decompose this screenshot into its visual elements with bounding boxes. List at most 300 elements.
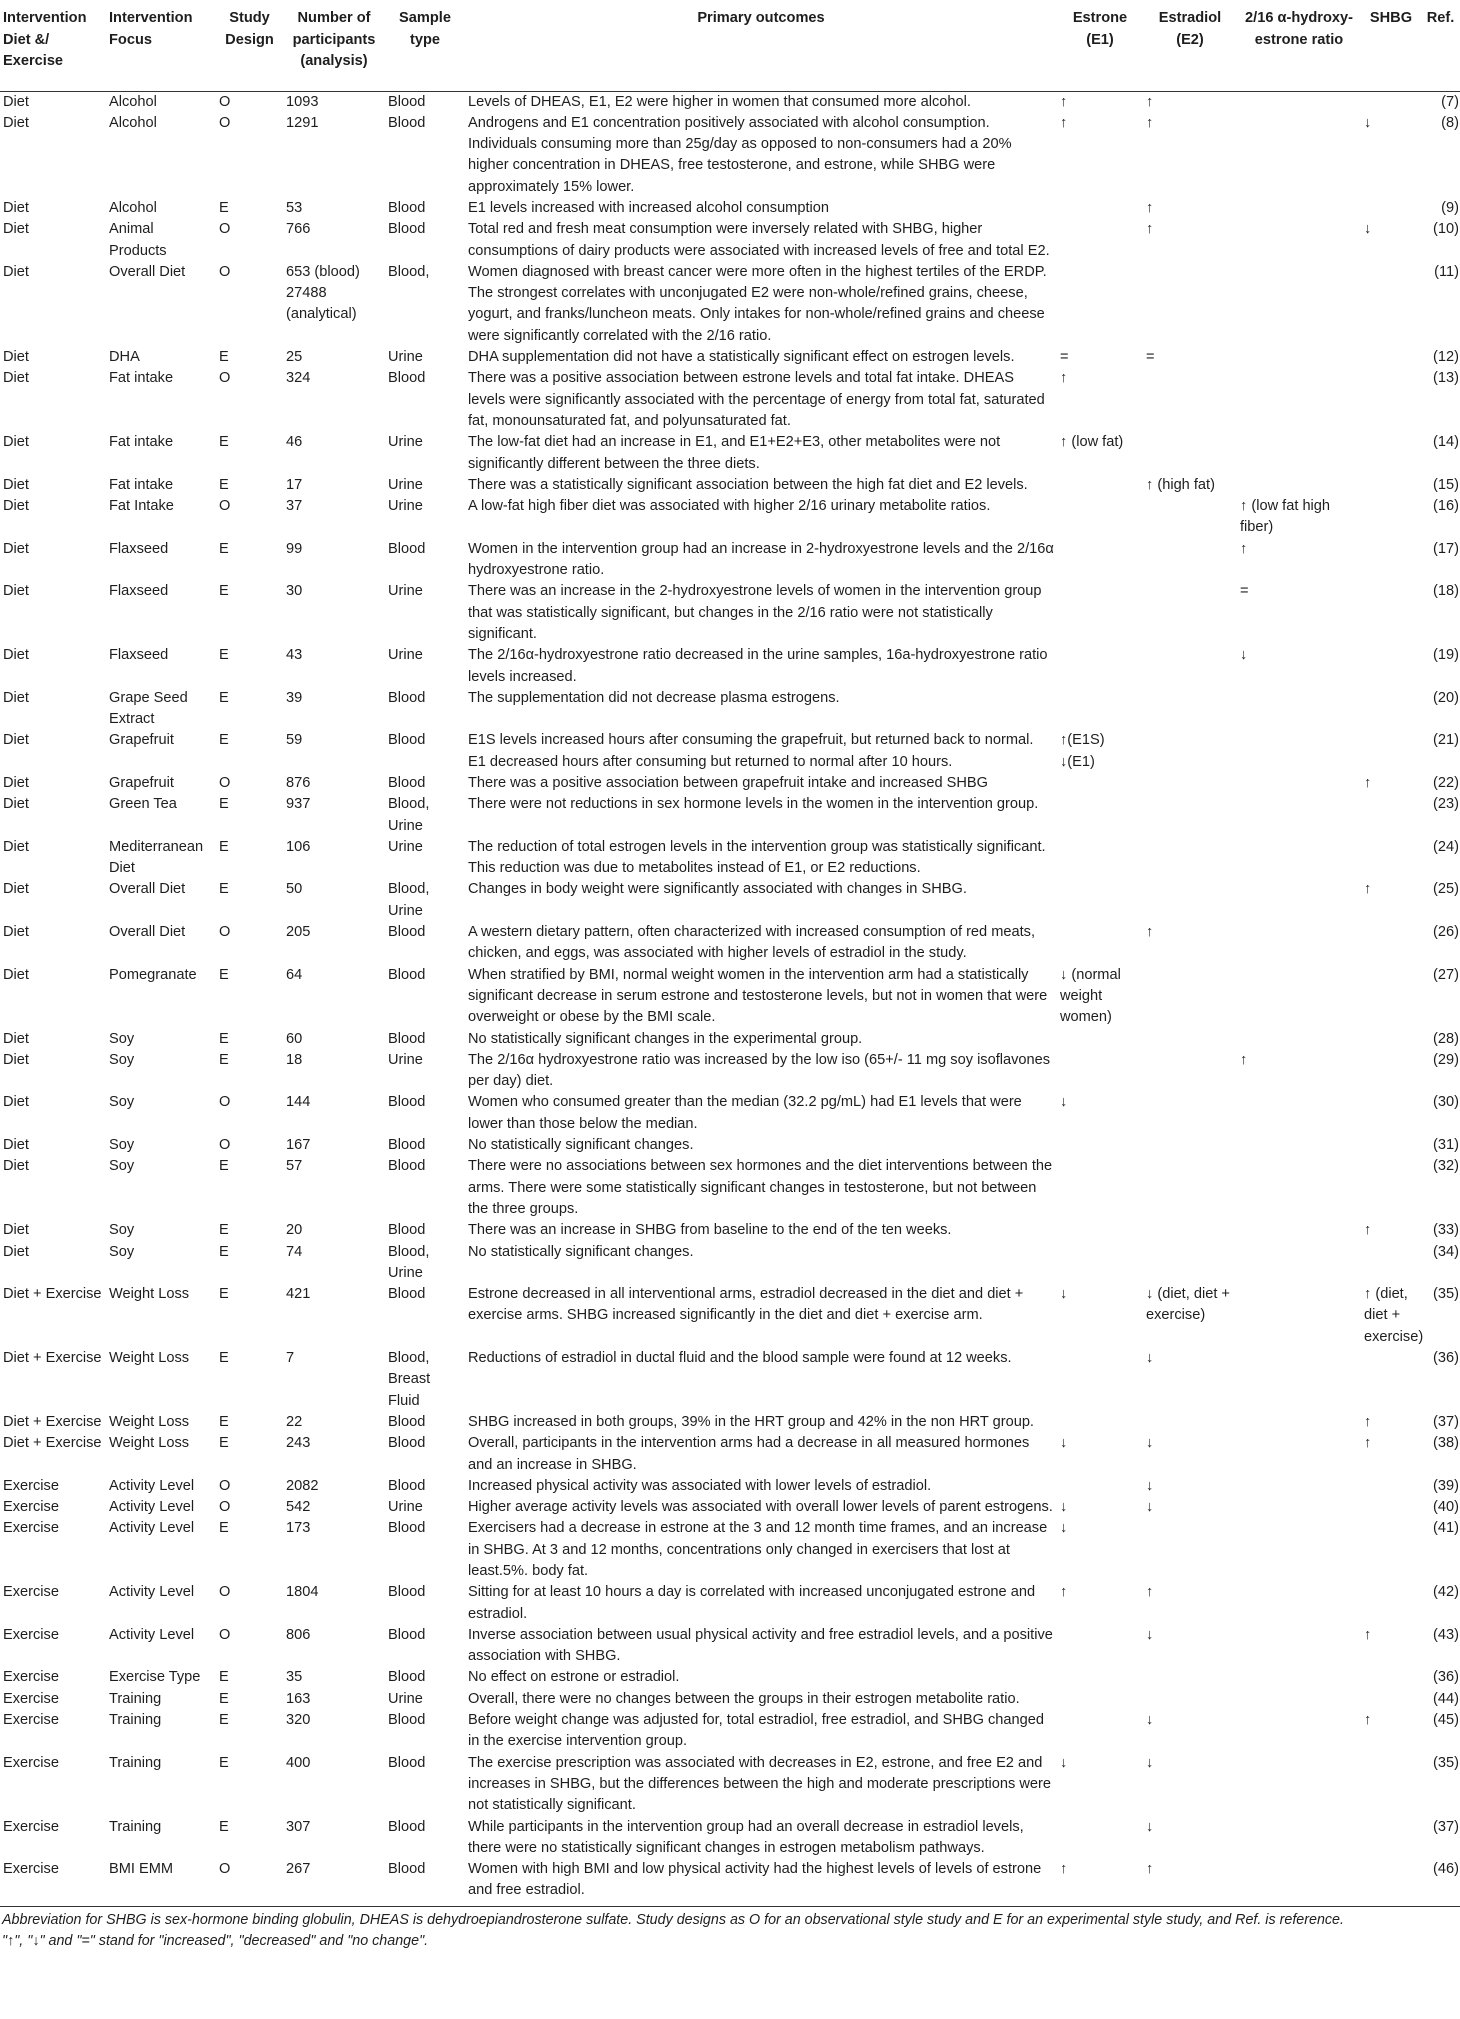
ref-cell: (25) xyxy=(1433,881,1459,898)
focus-cell: Grapefruit xyxy=(109,775,174,791)
outcome-cell: Overall, there were no changes between the groups in their estrogen metabolite ratio. xyxy=(468,1690,1020,1707)
design-cell: E xyxy=(219,881,229,898)
estradiol-cell xyxy=(1143,1667,1237,1688)
ref-cell: (39) xyxy=(1433,1477,1459,1494)
estrone-cell xyxy=(1057,922,1143,965)
outcome-cell: A low-fat high fiber diet was associated with higher 2/16 urinary metabolite ratios. xyxy=(468,498,991,515)
estradiol-cell: ↓ xyxy=(1146,1754,1154,1771)
intervention-cell: Exercise xyxy=(3,1584,59,1601)
sample-cell: Blood xyxy=(388,1094,426,1111)
sample-cell: Blood xyxy=(388,1030,426,1047)
shbg-cell xyxy=(1361,922,1421,965)
intervention-cell: Diet xyxy=(3,966,29,983)
ratio-cell xyxy=(1237,262,1361,347)
outcome-cell: No effect on estrone or estradiol. xyxy=(468,1669,680,1686)
focus-cell: Training xyxy=(109,1712,162,1729)
table-row xyxy=(0,1050,1460,1093)
outcome-cell: While participants in the intervention group had an overall decrease in estradiol levels, there were no statistically significant changes in estrogen metabolism pathways. xyxy=(468,1818,1024,1856)
estrone-cell xyxy=(1057,1817,1143,1860)
ref-cell: (8) xyxy=(1441,114,1459,131)
table-row xyxy=(0,1582,1460,1625)
ratio-cell xyxy=(1237,347,1361,368)
shbg-cell xyxy=(1361,496,1421,539)
ref-cell: (35) xyxy=(1433,1286,1459,1303)
shbg-cell xyxy=(1361,965,1421,1029)
estradiol-cell: ↓ xyxy=(1146,1350,1154,1367)
design-cell: E xyxy=(219,1413,229,1430)
estradiol-cell: ↑ xyxy=(1146,93,1154,110)
ratio-cell xyxy=(1237,1284,1361,1348)
design-cell: O xyxy=(216,1859,283,1906)
intervention-cell: Exercise xyxy=(3,1626,59,1643)
intervention-cell: Diet xyxy=(3,796,29,813)
design-cell: O xyxy=(219,498,231,515)
shbg-cell xyxy=(1361,1753,1421,1817)
ratio-cell xyxy=(1237,1092,1361,1135)
outcome-cell: Exercisers had a decrease in estrone at the 3 and 12 month time frames, and an increase in SHBG. At 3 and 12 months, concentrations only changed in exercisers that lost at least.5%. body fat. xyxy=(468,1520,1048,1579)
sample-cell: Blood xyxy=(388,1286,426,1303)
estradiol-cell: ↑ xyxy=(1143,1859,1237,1906)
ref-cell: (44) xyxy=(1433,1690,1459,1707)
participants-cell: 46 xyxy=(286,434,303,451)
design-cell: O xyxy=(219,93,231,110)
design-cell: E xyxy=(219,199,229,216)
focus-cell: Mediterranean Diet xyxy=(109,838,204,877)
shbg-cell xyxy=(1361,475,1421,496)
design-cell: E xyxy=(219,434,229,451)
sample-cell: Urine xyxy=(388,647,423,664)
focus-cell: Weight Loss xyxy=(109,1286,190,1303)
ref-cell: (42) xyxy=(1433,1584,1459,1601)
sample-cell: Blood xyxy=(388,370,426,387)
outcome-cell: Increased physical activity was associated with lower levels of estradiol. xyxy=(468,1477,932,1494)
ratio-cell xyxy=(1237,1817,1361,1860)
design-cell: E xyxy=(219,1754,229,1771)
table-row xyxy=(0,1284,1460,1348)
shbg-cell: ↑ xyxy=(1364,1413,1372,1430)
header-sample-type: Sample type xyxy=(385,0,465,91)
design-cell: E xyxy=(219,966,229,983)
estradiol-cell xyxy=(1143,688,1237,731)
focus-cell: Flaxseed xyxy=(109,540,169,557)
sample-cell: Urine xyxy=(388,1690,423,1707)
sample-cell: Urine xyxy=(388,1051,423,1068)
intervention-cell: Diet + Exercise xyxy=(3,1435,102,1452)
focus-cell: Alcohol xyxy=(109,114,157,131)
table-row xyxy=(0,1433,1460,1476)
estrone-cell xyxy=(1057,1242,1143,1285)
focus-cell: Alcohol xyxy=(109,199,157,216)
table-row xyxy=(0,1092,1460,1135)
estradiol-cell xyxy=(1143,879,1237,922)
estrone-cell xyxy=(1057,1689,1143,1710)
design-cell: E xyxy=(219,1690,229,1707)
focus-cell: Overall Diet xyxy=(109,881,186,898)
design-cell: E xyxy=(219,583,229,600)
table-row xyxy=(0,965,1460,1029)
header-intervention: Intervention Diet &/ Exercise xyxy=(0,0,106,91)
ref-cell: (32) xyxy=(1433,1158,1459,1175)
estrone-cell: ↓ (normal weight women) xyxy=(1060,966,1121,1026)
estradiol-cell: ↓ xyxy=(1146,1499,1154,1516)
focus-cell: Fat intake xyxy=(109,370,174,387)
sample-cell: Blood xyxy=(388,1435,426,1452)
sample-cell: Blood xyxy=(388,93,426,110)
focus-cell: Activity Level xyxy=(109,1626,195,1643)
focus-cell: Weight Loss xyxy=(109,1435,190,1452)
table-row xyxy=(0,645,1460,688)
estradiol-cell: ↑ xyxy=(1146,114,1154,131)
ratio-cell xyxy=(1237,1220,1361,1241)
intervention-cell: Exercise xyxy=(3,1669,59,1686)
ref-cell: (11) xyxy=(1434,263,1459,280)
ratio-cell xyxy=(1237,1859,1361,1906)
design-cell: E xyxy=(219,1712,229,1729)
ref-cell: (19) xyxy=(1433,647,1459,664)
design-cell: O xyxy=(219,1499,231,1516)
ratio-cell: ↑ xyxy=(1240,540,1248,557)
estradiol-cell: ↑ xyxy=(1146,221,1154,238)
ref-cell: (28) xyxy=(1433,1030,1459,1047)
intervention-cell: Diet xyxy=(3,924,29,941)
sample-cell: Urine xyxy=(388,349,423,366)
participants-cell: 53 xyxy=(286,199,303,216)
outcome-cell: Women who consumed greater than the median (32.2 pg/mL) had E1 levels that were lower than those below the median. xyxy=(468,1094,1022,1132)
outcome-cell: There was a statistically significant association between the high fat diet and E2 levels. xyxy=(468,476,1028,493)
table-row xyxy=(0,368,1460,432)
estrone-cell xyxy=(1057,1412,1143,1433)
estrone-cell xyxy=(1057,879,1143,922)
ratio-cell xyxy=(1237,922,1361,965)
shbg-cell xyxy=(1361,1050,1421,1093)
estrone-cell: ↑ xyxy=(1060,114,1068,131)
estrone-cell: ↑(E1S) ↓(E1) xyxy=(1060,732,1105,770)
intervention-cell: Diet + Exercise xyxy=(3,1350,102,1367)
focus-cell: BMI EMM xyxy=(106,1859,216,1906)
shbg-cell xyxy=(1361,1817,1421,1860)
ref-cell: (10) xyxy=(1433,221,1459,238)
header-estradiol: Estradiol (E2) xyxy=(1143,0,1237,91)
shbg-cell xyxy=(1361,262,1421,347)
estrone-cell xyxy=(1057,219,1143,262)
ratio-cell xyxy=(1237,1753,1361,1817)
table-row xyxy=(0,730,1460,773)
table-row xyxy=(0,1625,1460,1668)
sample-cell: Blood xyxy=(388,924,426,941)
focus-cell: Overall Diet xyxy=(109,263,186,280)
outcome-cell: There was an increase in the 2-hydroxyestrone levels of women in the intervention group that was statistically significant, but changes in the 2/16 ratio were not statistically significant. xyxy=(468,583,1042,642)
participants-cell: 106 xyxy=(286,838,311,855)
focus-cell: Soy xyxy=(109,1222,135,1239)
ref-cell: (36) xyxy=(1433,1350,1459,1367)
focus-cell: Activity Level xyxy=(109,1477,195,1494)
participants-cell: 324 xyxy=(286,370,311,387)
ref-cell: (27) xyxy=(1433,966,1459,983)
design-cell: E xyxy=(219,476,229,493)
estrone-cell xyxy=(1057,262,1143,347)
sample-cell: Urine xyxy=(388,1499,423,1516)
participants-cell: 37 xyxy=(286,498,303,515)
ref-cell: (26) xyxy=(1433,924,1459,941)
focus-cell: Activity Level xyxy=(109,1499,195,1516)
ref-cell: (14) xyxy=(1433,434,1459,451)
outcome-cell: DHA supplementation did not have a statistically significant effect on estrogen levels. xyxy=(468,349,1015,366)
table-row xyxy=(0,1518,1460,1582)
ratio-cell xyxy=(1237,773,1361,794)
participants-cell: 167 xyxy=(286,1137,311,1154)
outcome-cell: No statistically significant changes. xyxy=(468,1137,694,1154)
shbg-cell xyxy=(1361,1859,1421,1906)
intervention-cell: Diet xyxy=(3,838,29,855)
participants-cell: 18 xyxy=(286,1051,303,1068)
shbg-cell xyxy=(1361,1667,1421,1688)
estradiol-cell xyxy=(1143,837,1237,880)
intervention-cell: Diet xyxy=(3,93,29,110)
table-row xyxy=(0,262,1460,347)
estradiol-cell xyxy=(1143,581,1237,645)
ref-cell: (37) xyxy=(1433,1818,1459,1835)
participants-cell: 17 xyxy=(286,476,303,493)
sample-cell: Blood xyxy=(388,1626,426,1643)
header-ref: Ref. xyxy=(1421,0,1460,91)
estradiol-cell xyxy=(1143,539,1237,582)
participants-cell: 766 xyxy=(286,221,311,238)
intervention-cell: Diet xyxy=(3,263,29,280)
participants-cell: 320 xyxy=(286,1712,311,1729)
table-row xyxy=(0,198,1460,219)
sample-cell: Blood, xyxy=(388,263,430,280)
ratio-cell xyxy=(1237,1476,1361,1497)
shbg-cell xyxy=(1361,198,1421,219)
sample-cell: Blood xyxy=(388,1158,426,1175)
sample-cell: Blood xyxy=(388,775,426,791)
table-row xyxy=(0,688,1460,731)
intervention-cell: Diet xyxy=(3,1243,29,1260)
header-study-design: Study Design xyxy=(216,0,283,91)
estrone-cell: ↓ xyxy=(1060,1520,1068,1537)
estrone-cell: ↓ xyxy=(1060,1499,1068,1516)
estrone-cell: ↑ xyxy=(1060,93,1068,110)
ref-cell: (46) xyxy=(1421,1859,1460,1906)
shbg-cell: ↑ xyxy=(1364,1222,1372,1239)
ratio-cell xyxy=(1237,1625,1361,1668)
outcome-cell: Total red and fresh meat consumption were inversely related with SHBG, higher consumptions of dairy products were associated with increased levels of free and total E2. xyxy=(468,221,1050,259)
design-cell: E xyxy=(219,1350,229,1367)
intervention-cell: Diet xyxy=(3,540,29,557)
shbg-cell: ↑ (diet, diet + exercise) xyxy=(1364,1286,1424,1345)
shbg-cell xyxy=(1361,347,1421,368)
sample-cell: Blood xyxy=(388,1137,426,1154)
participants-cell: 937 xyxy=(286,796,311,813)
shbg-cell xyxy=(1361,794,1421,837)
participants-cell: 400 xyxy=(286,1754,311,1771)
outcome-cell: Women in the intervention group had an increase in 2-hydroxyestrone levels and the 2/16α hydroxyestrone ratio. xyxy=(468,540,1054,579)
focus-cell: Flaxseed xyxy=(109,647,169,664)
table-row xyxy=(0,1667,1460,1688)
estrone-cell: ↓ xyxy=(1060,1754,1068,1771)
ratio-cell xyxy=(1237,1348,1361,1412)
outcome-cell: A western dietary pattern, often characterized with increased consumption of red meats, chicken, and eggs, was associated with higher levels of estradiol in the study. xyxy=(468,924,1036,962)
outcome-cell: SHBG increased in both groups, 39% in the HRT group and 42% in the non HRT group. xyxy=(468,1413,1034,1430)
estrone-cell xyxy=(1057,1156,1143,1220)
estradiol-cell xyxy=(1143,965,1237,1029)
participants-cell: 806 xyxy=(286,1626,311,1643)
estrone-cell: ↓ xyxy=(1060,1286,1068,1303)
outcome-cell: The low-fat diet had an increase in E1, and E1+E2+E3, other metabolites were not significantly different between the three diets. xyxy=(468,434,1001,472)
intervention-cell: Diet xyxy=(3,1158,29,1175)
sample-cell: Blood xyxy=(388,1669,426,1686)
ratio-cell xyxy=(1237,475,1361,496)
estrone-cell: ↑ xyxy=(1060,1584,1068,1601)
sample-cell: Blood xyxy=(388,966,426,983)
intervention-cell: Diet xyxy=(3,1051,29,1068)
shbg-cell xyxy=(1361,539,1421,582)
outcome-cell: The 2/16α-hydroxyestrone ratio decreased in the urine samples, 16a-hydroxyestrone ratio levels increased. xyxy=(468,647,1048,685)
header-primary-outcomes: Primary outcomes xyxy=(465,0,1057,91)
outcome-cell: Estrone decreased in all interventional arms, estradiol decreased in the diet and diet + exercise arms. SHBG increased significantly in the diet and diet + exercise arm. xyxy=(468,1286,1024,1324)
shbg-cell: ↑ xyxy=(1364,1435,1372,1452)
ref-cell: (29) xyxy=(1433,1051,1459,1068)
intervention-cell: Diet xyxy=(3,221,29,238)
header-shbg: SHBG xyxy=(1361,0,1421,91)
intervention-cell: Diet xyxy=(3,732,29,749)
focus-cell: Soy xyxy=(109,1030,135,1047)
focus-cell: Grape Seed Extract xyxy=(109,689,188,728)
estradiol-cell xyxy=(1143,1412,1237,1433)
shbg-cell xyxy=(1361,368,1421,432)
shbg-cell xyxy=(1361,581,1421,645)
shbg-cell xyxy=(1361,1135,1421,1156)
outcome-cell: E1 levels increased with increased alcohol consumption xyxy=(468,199,829,216)
design-cell: E xyxy=(219,1158,229,1175)
ref-cell: (13) xyxy=(1433,370,1459,387)
ratio-cell xyxy=(1237,1135,1361,1156)
shbg-cell xyxy=(1361,688,1421,731)
intervention-cell: Diet xyxy=(3,583,29,600)
estrone-cell xyxy=(1057,475,1143,496)
shbg-cell: ↑ xyxy=(1364,1712,1372,1729)
ratio-cell xyxy=(1237,1242,1361,1285)
sample-cell: Blood xyxy=(388,1712,426,1729)
intervention-cell: Diet xyxy=(3,1030,29,1047)
sample-cell: Blood xyxy=(388,1413,426,1430)
focus-cell: Pomegranate xyxy=(109,966,197,983)
design-cell: E xyxy=(219,349,229,366)
estrone-cell: = xyxy=(1060,349,1069,366)
outcome-cell: Higher average activity levels was associated with overall lower levels of parent estrogens. xyxy=(468,1499,1053,1516)
sample-cell: Urine xyxy=(388,476,423,493)
outcome-cell: No statistically significant changes in the experimental group. xyxy=(468,1030,863,1047)
participants-cell: 43 xyxy=(286,647,303,664)
intervention-cell: Diet xyxy=(3,114,29,131)
outcome-cell: Before weight change was adjusted for, total estradiol, free estradiol, and SHBG changed in the exercise intervention group. xyxy=(468,1712,1044,1750)
outcome-cell: Androgens and E1 concentration positively associated with alcohol consumption. Individuals consuming more than 25g/day as opposed to non-consumers had a 20% higher concentration in DHEAS, free testosterone, and estrone, while SHBG were approximately 15% lower. xyxy=(468,114,1012,195)
estradiol-cell xyxy=(1143,1050,1237,1093)
estrone-cell xyxy=(1057,1476,1143,1497)
estradiol-cell xyxy=(1143,496,1237,539)
participants-cell: 1804 xyxy=(286,1584,319,1601)
outcome-cell: Sitting for at least 10 hours a day is correlated with increased unconjugated estrone and estradiol. xyxy=(468,1584,1036,1622)
participants-cell: 22 xyxy=(286,1413,303,1430)
estrone-cell xyxy=(1057,773,1143,794)
estradiol-cell xyxy=(1143,262,1237,347)
footnote-abbreviations: Abbreviation for SHBG is sex-hormone binding globulin, DHEAS is dehydroepiandrosterone sulfate. Study designs as O for an observational style study and E for an experimental style study, and Ref. is reference. xyxy=(2,1912,1344,1928)
sample-cell: Blood xyxy=(388,199,426,216)
focus-cell: Soy xyxy=(109,1137,135,1154)
shbg-cell xyxy=(1361,645,1421,688)
participants-cell: 307 xyxy=(286,1818,311,1835)
focus-cell: Animal Products xyxy=(109,221,167,259)
estradiol-cell: ↑ xyxy=(1146,199,1154,216)
intervention-cell: Diet + Exercise xyxy=(3,1286,102,1303)
outcome-cell: There were no associations between sex hormones and the diet interventions between the arms. There were some statistically significant changes in testosterone, but not between the three groups. xyxy=(468,1158,1053,1217)
outcome-cell: The reduction of total estrogen levels in the intervention group was statistically significant. This reduction was due to metabolites instead of E1, or E2 reductions. xyxy=(468,838,1046,877)
design-cell: E xyxy=(219,1520,229,1537)
ref-cell: (21) xyxy=(1433,732,1459,749)
intervention-cell: Exercise xyxy=(3,1520,59,1537)
estradiol-cell xyxy=(1143,1029,1237,1050)
table-row xyxy=(0,1476,1460,1497)
estradiol-cell xyxy=(1143,1135,1237,1156)
sample-cell: Blood, Urine xyxy=(388,796,430,834)
focus-cell: Grapefruit xyxy=(109,732,174,749)
ratio-cell xyxy=(1237,91,1361,113)
outcome-cell: Overall, participants in the intervention arms had a decrease in all measured hormones and an increase in SHBG. xyxy=(468,1435,1030,1473)
outcome-cell: When stratified by BMI, normal weight women in the intervention arm had a statistically significant decrease in serum estrone and testosterone levels, but not in women that were overweight or obese by the BMI scale. xyxy=(468,966,1048,1026)
intervention-cell: Exercise xyxy=(3,1754,59,1771)
outcome-cell: Women diagnosed with breast cancer were more often in the highest tertiles of the ERDP. The strongest correlates with unconjugated E2 were non-whole/refined grains, cheese, yogurt, and franks/luncheon meats. Only intakes for non-whole/refined grains and cheese were significantly correlated with the 2/16 ratio. xyxy=(468,263,1047,344)
outcome-cell: There was a positive association between grapefruit intake and increased SHBG xyxy=(468,775,988,791)
ratio-cell: ↓ xyxy=(1240,647,1248,664)
estradiol-cell xyxy=(1143,730,1237,773)
table-row xyxy=(0,794,1460,837)
shbg-cell xyxy=(1361,837,1421,880)
design-cell: E xyxy=(219,1435,229,1452)
design-cell: O xyxy=(219,114,231,131)
table-row xyxy=(0,1156,1460,1220)
ref-cell: (33) xyxy=(1433,1222,1459,1239)
intervention-cell: Diet + Exercise xyxy=(3,1413,102,1430)
table-row xyxy=(0,1029,1460,1050)
ref-cell: (20) xyxy=(1433,689,1459,706)
outcome-cell: The supplementation did not decrease plasma estrogens. xyxy=(468,689,840,706)
ratio-cell xyxy=(1237,730,1361,773)
table-body xyxy=(0,91,1460,1906)
shbg-cell xyxy=(1361,1582,1421,1625)
estradiol-cell xyxy=(1143,1242,1237,1285)
design-cell: O xyxy=(219,263,231,280)
outcome-cell: Women with high BMI and low physical activity had the highest levels of levels of estrone and free estradiol. xyxy=(465,1859,1057,1906)
shbg-cell xyxy=(1361,1242,1421,1285)
ref-cell: (15) xyxy=(1433,476,1459,493)
estradiol-cell xyxy=(1143,432,1237,475)
design-cell: E xyxy=(219,1030,229,1047)
participants-cell: 542 xyxy=(286,1499,311,1516)
estradiol-cell xyxy=(1143,1518,1237,1582)
estradiol-cell: ↓ xyxy=(1146,1477,1154,1494)
sample-cell: Blood xyxy=(388,1477,426,1494)
table-row xyxy=(0,1220,1460,1241)
estrone-cell xyxy=(1057,1667,1143,1688)
ratio-cell xyxy=(1237,432,1361,475)
ratio-cell xyxy=(1237,113,1361,198)
sample-cell: Blood xyxy=(388,1584,426,1601)
design-cell: O xyxy=(219,924,231,941)
shbg-cell xyxy=(1361,1497,1421,1518)
estradiol-cell: = xyxy=(1146,349,1155,366)
estrone-cell xyxy=(1057,1348,1143,1412)
design-cell: E xyxy=(219,1818,229,1835)
